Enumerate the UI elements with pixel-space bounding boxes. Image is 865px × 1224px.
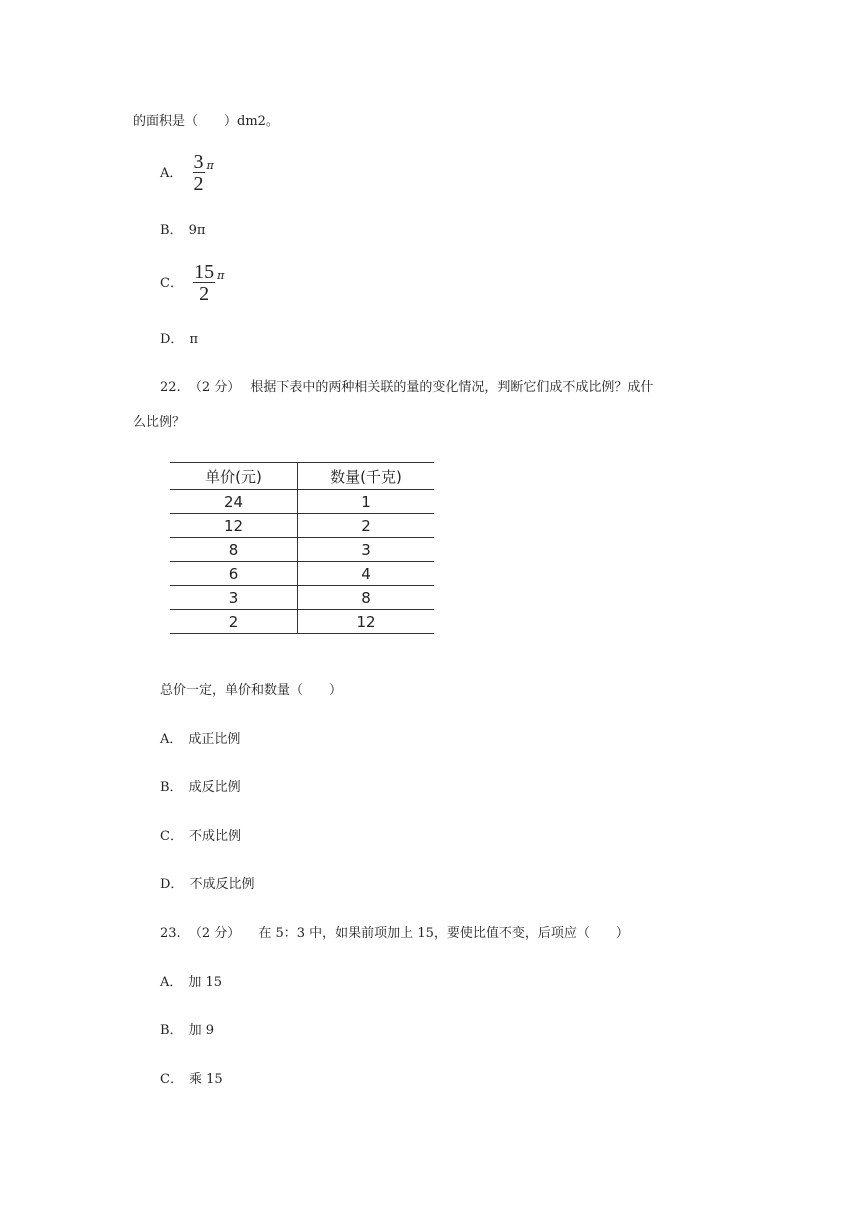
option-b-letter: B． <box>160 223 183 238</box>
q22-option-a[interactable] <box>160 733 240 746</box>
table-row <box>170 514 434 538</box>
option-c-text: 不成比例 <box>188 829 241 844</box>
option-a-letter: A． <box>160 732 183 747</box>
table-header-unit-price: 单价(元) <box>170 463 298 490</box>
table-header-row <box>170 463 434 490</box>
q22-option-b[interactable] <box>160 781 241 794</box>
fraction-denominator: 2 <box>193 173 204 195</box>
pi-symbol: π <box>217 268 225 282</box>
q21-option-b[interactable] <box>160 224 205 237</box>
table-header-quantity: 数量(千克) <box>298 463 435 490</box>
table-cell: 2 <box>298 514 435 538</box>
q21-option-d[interactable] <box>160 333 198 346</box>
question-points: （2 分） <box>188 380 241 395</box>
q21-option-a[interactable] <box>160 152 214 194</box>
q21-option-c[interactable] <box>160 262 224 304</box>
q22-option-c[interactable] <box>160 830 241 843</box>
table-cell: 8 <box>298 586 435 610</box>
option-c-text: 乘 15 <box>188 1072 223 1087</box>
option-c-letter: C． <box>160 1072 183 1087</box>
fraction-15-over-2 <box>193 262 215 304</box>
question-stem: 在 5：3 中，如果前项加上 15，要使比值不变，后项应（ ） <box>258 926 629 941</box>
q22-stem-line1 <box>160 381 653 394</box>
pi-symbol: π <box>206 158 214 172</box>
table-cell: 24 <box>170 490 298 514</box>
q23-option-b[interactable] <box>160 1024 214 1037</box>
option-b-text: 9π <box>188 223 206 238</box>
table-row <box>170 586 434 610</box>
q23-option-a[interactable] <box>160 976 222 989</box>
option-d-text: 不成反比例 <box>189 877 255 892</box>
table-cell: 12 <box>298 610 435 634</box>
option-c-letter: C． <box>160 829 183 844</box>
table-row <box>170 538 434 562</box>
option-b-text: 加 9 <box>188 1023 214 1038</box>
option-d-letter: D． <box>160 332 184 347</box>
fraction-3-over-2 <box>193 152 205 194</box>
table-row <box>170 490 434 514</box>
table-cell: 6 <box>170 562 298 586</box>
table-cell: 12 <box>170 514 298 538</box>
fraction-denominator: 2 <box>199 283 210 305</box>
option-b-letter: B． <box>160 780 183 795</box>
table-cell: 3 <box>298 538 435 562</box>
question-stem: 根据下表中的两种相关联的量的变化情况，判断它们成不成比例？成什 <box>250 380 654 395</box>
option-c-letter: C． <box>160 275 183 291</box>
table-cell: 8 <box>170 538 298 562</box>
table-cell: 3 <box>170 586 298 610</box>
option-a-letter: A． <box>160 975 183 990</box>
table-row <box>170 562 434 586</box>
table-cell: 1 <box>298 490 435 514</box>
q23-stem <box>160 927 629 940</box>
q22-stem-line2: 么比例？ <box>133 415 186 430</box>
table-cell: 4 <box>298 562 435 586</box>
q23-option-c[interactable] <box>160 1073 223 1086</box>
question-points: （2 分） <box>188 926 241 941</box>
table-cell: 2 <box>170 610 298 634</box>
question-number: 22. <box>160 380 181 395</box>
fraction-numerator: 15 <box>194 261 215 283</box>
option-d-text: π <box>189 332 198 347</box>
option-d-letter: D． <box>160 877 184 892</box>
option-a-text: 加 15 <box>188 975 223 990</box>
question-number: 23. <box>160 926 181 941</box>
option-a-letter: A． <box>160 165 183 181</box>
fraction-numerator: 3 <box>193 151 204 173</box>
option-b-letter: B． <box>160 1023 183 1038</box>
option-b-text: 成反比例 <box>188 780 241 795</box>
q21-stem-tail: 的面积是（ ）dm2。 <box>133 114 279 129</box>
table-row <box>170 610 434 634</box>
q22-sub-question: 总价一定，单价和数量（ ） <box>160 683 343 698</box>
q22-option-d[interactable] <box>160 878 254 891</box>
option-a-text: 成正比例 <box>188 732 241 747</box>
price-quantity-table <box>170 462 434 634</box>
